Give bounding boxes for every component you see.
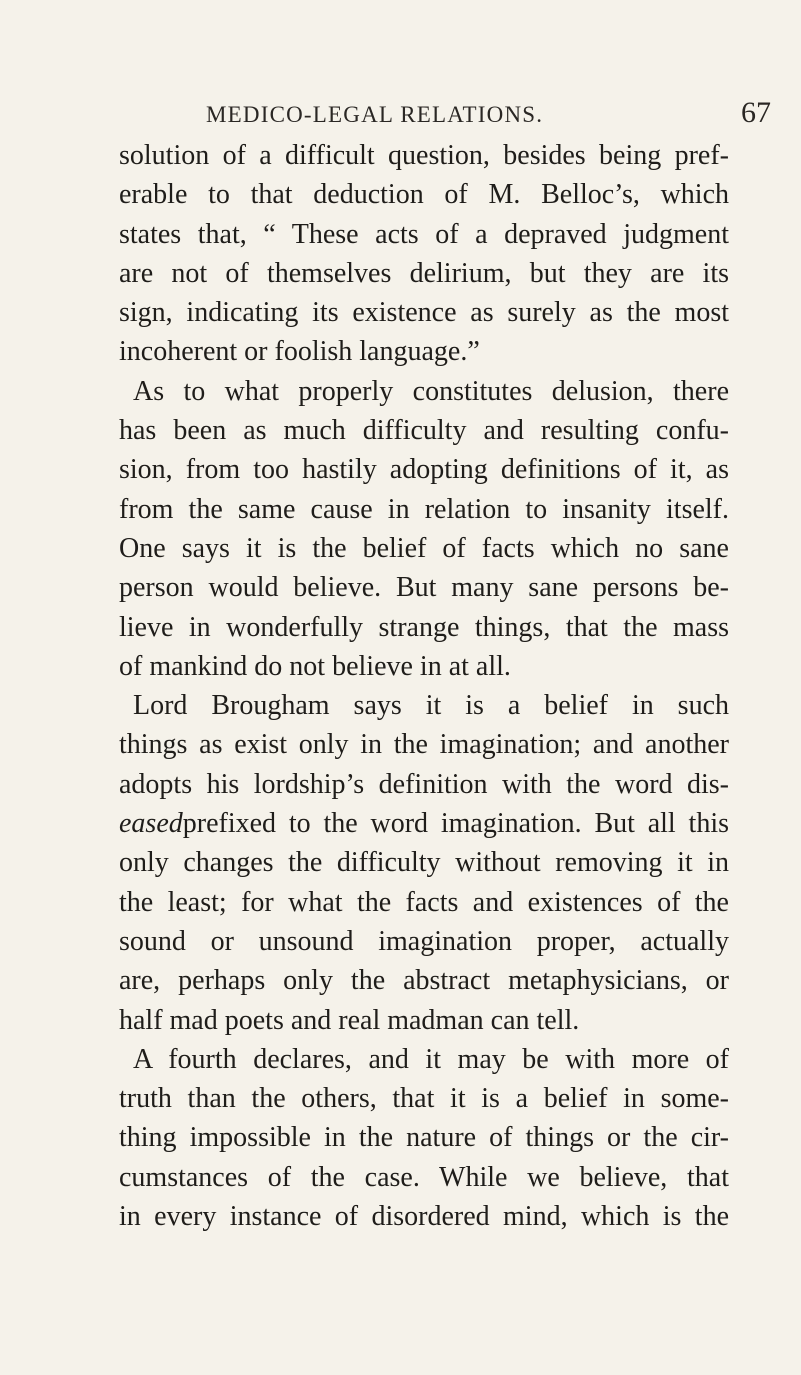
text-line: states that, “ These acts of a depraved judgment	[119, 218, 729, 250]
text-line: As to what properly constitutes delusion, there	[133, 375, 729, 407]
text-line: One says it is the belief of facts which no sane	[119, 532, 729, 564]
text-line: sound or unsound imagination proper, actually	[119, 925, 729, 957]
page-number: 67	[741, 96, 771, 129]
text-line: are not of themselves delirium, but they are its	[119, 257, 729, 289]
text-line: thing impossible in the nature of things or the cir-	[119, 1122, 729, 1154]
text-line: only changes the difficulty without removing it in	[119, 847, 729, 879]
text-line: sign, indicating its existence as surely as the most	[119, 297, 729, 329]
text-line: of mankind do not believe in at all.	[119, 650, 511, 682]
text-line: person would believe. But many sane persons be-	[119, 572, 729, 604]
text-line: truth than the others, that it is a belief in some-	[119, 1083, 729, 1115]
text-line: erable to that deduction of M. Belloc’s, which	[119, 179, 729, 211]
text-line: in every instance of disordered mind, which is the	[119, 1201, 729, 1233]
text-line: has been as much difficulty and resulting confu-	[119, 415, 729, 447]
running-head	[0, 96, 801, 136]
text-line: incoherent or foolish language.”	[119, 336, 480, 368]
text-line: the least; for what the facts and existences of the	[119, 886, 729, 918]
text-line: things as exist only in the imagination; and another	[119, 729, 729, 761]
text-line: cumstances of the case. While we believe, that	[119, 1161, 729, 1193]
text-line: from the same cause in relation to insanity itself.	[119, 493, 729, 525]
italic-fragment: eased	[119, 808, 183, 840]
text-line: adopts his lordship’s definition with the word dis-	[119, 768, 729, 800]
text-line: sion, from too hastily adopting definitions of it, as	[119, 454, 729, 486]
text-line: are, perhaps only the abstract metaphysicians, or	[119, 965, 729, 997]
body-text	[119, 136, 729, 1236]
text-line: solution of a difficult question, besides being pref-	[119, 140, 729, 171]
text-line: A fourth declares, and it may be with more of	[133, 1043, 729, 1075]
text-line-mixed	[119, 804, 729, 843]
text-line: half mad poets and real madman can tell.	[119, 1004, 580, 1036]
text-line: Lord Brougham says it is a belief in such	[133, 690, 729, 722]
text-fragment: prefixed to the word imagination. But all this	[182, 808, 729, 840]
text-line: lieve in wonderfully strange things, that the mass	[119, 611, 729, 643]
running-title: MEDICO-LEGAL RELATIONS.	[206, 102, 544, 127]
